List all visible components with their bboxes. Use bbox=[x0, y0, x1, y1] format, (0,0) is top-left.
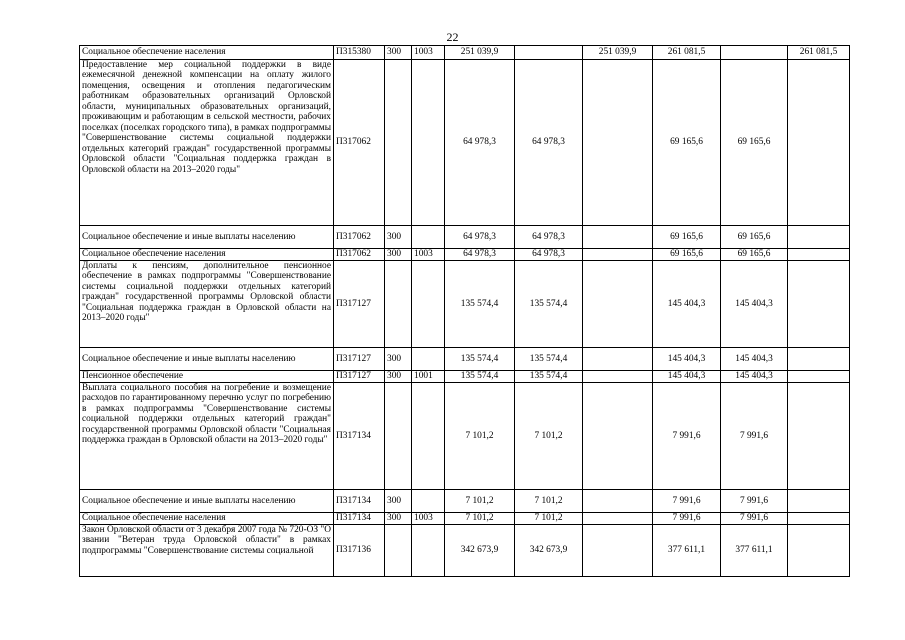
row-amount: 7 101,2 bbox=[445, 383, 515, 490]
row-section bbox=[412, 261, 445, 348]
row-section bbox=[412, 490, 445, 513]
table-row bbox=[80, 348, 850, 371]
table-row bbox=[80, 525, 850, 577]
row-amount: 251 039,9 bbox=[445, 46, 515, 60]
row-amount: 64 978,3 bbox=[515, 60, 583, 226]
row-section bbox=[412, 60, 445, 226]
row-amount: 145 404,3 bbox=[721, 371, 788, 383]
table-row bbox=[80, 60, 850, 226]
row-amount bbox=[583, 348, 653, 371]
row-amount: 377 611,1 bbox=[653, 525, 721, 577]
row-amount: 64 978,3 bbox=[515, 226, 583, 249]
row-amount: 7 101,2 bbox=[515, 490, 583, 513]
row-amount: 7 101,2 bbox=[515, 513, 583, 525]
row-amount: 135 574,4 bbox=[515, 261, 583, 348]
row-amount bbox=[788, 226, 850, 249]
row-amount bbox=[583, 383, 653, 490]
row-subgroup bbox=[385, 261, 412, 348]
table-row bbox=[80, 383, 850, 490]
row-amount: 69 165,6 bbox=[721, 249, 788, 261]
row-amount: 7 101,2 bbox=[445, 513, 515, 525]
row-amount: 7 991,6 bbox=[653, 513, 721, 525]
row-amount: 135 574,4 bbox=[445, 261, 515, 348]
row-amount bbox=[721, 46, 788, 60]
row-amount: 342 673,9 bbox=[515, 525, 583, 577]
row-amount bbox=[788, 348, 850, 371]
row-amount: 7 991,6 bbox=[721, 490, 788, 513]
row-amount bbox=[788, 525, 850, 577]
row-amount bbox=[583, 60, 653, 226]
row-section bbox=[412, 383, 445, 490]
row-amount bbox=[788, 490, 850, 513]
row-amount bbox=[788, 249, 850, 261]
row-amount: 64 978,3 bbox=[445, 226, 515, 249]
row-amount: 145 404,3 bbox=[653, 371, 721, 383]
page-number: 22 bbox=[446, 30, 459, 44]
row-code: П317134 bbox=[334, 383, 385, 490]
row-subgroup: 300 bbox=[385, 46, 412, 60]
row-amount bbox=[583, 371, 653, 383]
row-amount: 135 574,4 bbox=[515, 348, 583, 371]
table-row bbox=[80, 490, 850, 513]
row-amount: 145 404,3 bbox=[721, 348, 788, 371]
row-amount bbox=[788, 261, 850, 348]
row-amount bbox=[788, 60, 850, 226]
row-amount: 7 991,6 bbox=[653, 490, 721, 513]
row-amount: 145 404,3 bbox=[653, 261, 721, 348]
row-code: П317134 bbox=[334, 513, 385, 525]
row-amount bbox=[583, 513, 653, 525]
row-amount: 135 574,4 bbox=[445, 371, 515, 383]
row-code: П315380 bbox=[334, 46, 385, 60]
row-section: 1003 bbox=[412, 513, 445, 525]
row-amount: 69 165,6 bbox=[721, 60, 788, 226]
row-amount: 69 165,6 bbox=[653, 226, 721, 249]
row-name: Социальное обеспечение населения bbox=[80, 46, 334, 60]
row-name: Социальное обеспечение и иные выплаты населению bbox=[80, 226, 334, 249]
row-amount: 7 991,6 bbox=[721, 513, 788, 525]
row-amount: 135 574,4 bbox=[515, 371, 583, 383]
table-row bbox=[80, 513, 850, 525]
row-section bbox=[412, 525, 445, 577]
table-row bbox=[80, 371, 850, 383]
row-subgroup: 300 bbox=[385, 490, 412, 513]
budget-table bbox=[79, 45, 850, 577]
row-amount: 7 101,2 bbox=[515, 383, 583, 490]
row-name: Социальное обеспечение населения bbox=[80, 513, 334, 525]
row-code: П317136 bbox=[334, 525, 385, 577]
row-amount: 64 978,3 bbox=[445, 249, 515, 261]
row-amount: 261 081,5 bbox=[653, 46, 721, 60]
row-amount: 342 673,9 bbox=[445, 525, 515, 577]
row-code: П317062 bbox=[334, 226, 385, 249]
row-amount bbox=[583, 261, 653, 348]
row-amount bbox=[788, 371, 850, 383]
row-amount: 69 165,6 bbox=[653, 249, 721, 261]
table-row bbox=[80, 46, 850, 60]
row-section: 1003 bbox=[412, 249, 445, 261]
table-body bbox=[80, 46, 850, 577]
row-subgroup: 300 bbox=[385, 348, 412, 371]
row-name: Социальное обеспечение и иные выплаты населению bbox=[80, 348, 334, 371]
row-name: Предоставление мер социальной поддержки в виде ежемесячной денежной компенсации на оплату жилого помещения, освещения и отопления педагогическим работникам образовательных организаций Орловской области, муниципальных образовательных организаций, проживающим и работающим в сельской местности, рабочих поселках (поселках городского типа), в рамках подпрограммы "Совершенствование системы социальной поддержки отдельных категорий граждан" государственной программы Орловской области "Социальная поддержка граждан в Орловской области на 2013–2020 годы" bbox=[80, 60, 334, 226]
row-amount bbox=[583, 226, 653, 249]
row-amount: 251 039,9 bbox=[583, 46, 653, 60]
table-row bbox=[80, 249, 850, 261]
row-name: Социальное обеспечение и иные выплаты населению bbox=[80, 490, 334, 513]
row-code: П317062 bbox=[334, 249, 385, 261]
row-code: П317134 bbox=[334, 490, 385, 513]
row-subgroup bbox=[385, 525, 412, 577]
row-amount: 69 165,6 bbox=[721, 226, 788, 249]
row-amount bbox=[788, 513, 850, 525]
row-section: 1003 bbox=[412, 46, 445, 60]
row-amount bbox=[583, 525, 653, 577]
row-name: Пенсионное обеспечение bbox=[80, 371, 334, 383]
row-subgroup: 300 bbox=[385, 371, 412, 383]
row-amount: 7 991,6 bbox=[721, 383, 788, 490]
row-amount bbox=[583, 490, 653, 513]
row-code: П317062 bbox=[334, 60, 385, 226]
row-subgroup: 300 bbox=[385, 226, 412, 249]
row-amount bbox=[515, 46, 583, 60]
row-code: П317127 bbox=[334, 261, 385, 348]
row-amount: 377 611,1 bbox=[721, 525, 788, 577]
row-code: П317127 bbox=[334, 348, 385, 371]
table-row bbox=[80, 226, 850, 249]
row-subgroup: 300 bbox=[385, 249, 412, 261]
row-name: Доплаты к пенсиям, дополнительное пенсионное обеспечение в рамках подпрограммы "Совершенствование системы социальной поддержки отдельных категорий граждан" государственной программы Орловской области "Социальная поддержка граждан в Орловской области на 2013–2020 годы" bbox=[80, 261, 334, 348]
row-subgroup bbox=[385, 60, 412, 226]
row-subgroup: 300 bbox=[385, 513, 412, 525]
row-amount: 135 574,4 bbox=[445, 348, 515, 371]
row-amount: 7 991,6 bbox=[653, 383, 721, 490]
row-name: Закон Орловской области от 3 декабря 2007 года № 720-ОЗ "О звании "Ветеран труда Орловской области" в рамках подпрограммы "Совершенствование системы социальной bbox=[80, 525, 334, 577]
row-amount: 64 978,3 bbox=[515, 249, 583, 261]
row-amount: 64 978,3 bbox=[445, 60, 515, 226]
row-amount bbox=[788, 383, 850, 490]
row-section: 1001 bbox=[412, 371, 445, 383]
row-amount: 145 404,3 bbox=[721, 261, 788, 348]
row-amount: 261 081,5 bbox=[788, 46, 850, 60]
row-subgroup bbox=[385, 383, 412, 490]
row-name: Социальное обеспечение населения bbox=[80, 249, 334, 261]
row-amount: 145 404,3 bbox=[653, 348, 721, 371]
row-section bbox=[412, 348, 445, 371]
row-amount: 69 165,6 bbox=[653, 60, 721, 226]
row-section bbox=[412, 226, 445, 249]
table-row bbox=[80, 261, 850, 348]
row-code: П317127 bbox=[334, 371, 385, 383]
row-amount: 7 101,2 bbox=[445, 490, 515, 513]
row-name: Выплата социального пособия на погребение и возмещение расходов по гарантированному перечню услуг по погребению в рамках подпрограммы "Совершенствование системы социальной поддержки отдельных категорий граждан" государственной программы Орловской области "Социальная поддержка граждан в Орловской области на 2013–2020 годы" bbox=[80, 383, 334, 490]
row-amount bbox=[583, 249, 653, 261]
